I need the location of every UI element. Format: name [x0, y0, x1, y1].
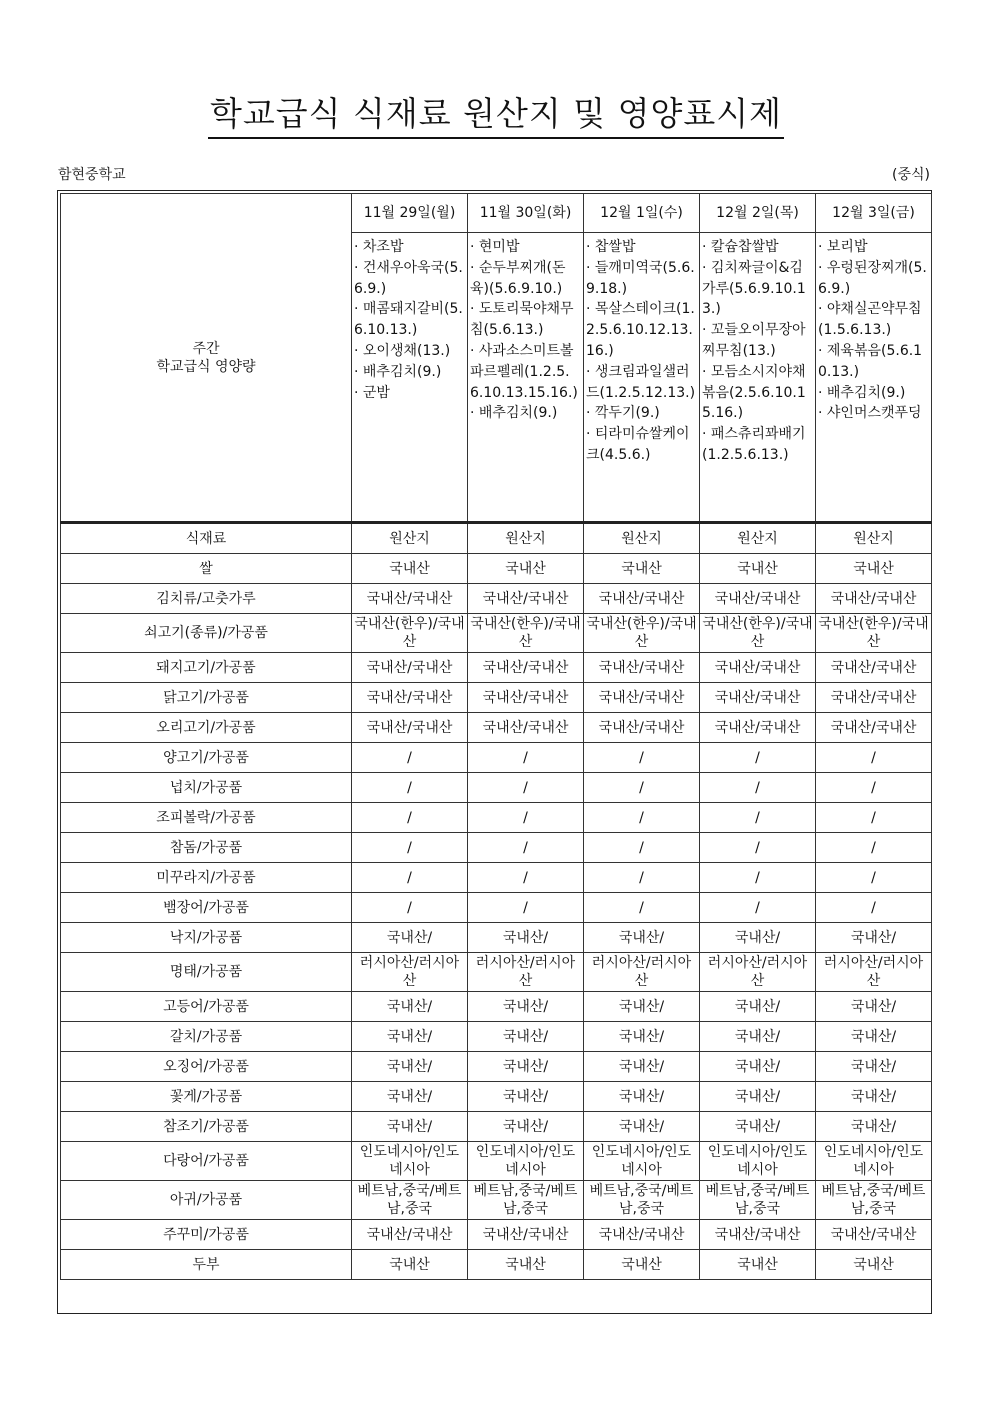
origin-cell: 국내산/: [468, 1022, 584, 1052]
origin-cell: 국내산: [584, 1250, 700, 1280]
origin-cell: 국내산(한우)/국내산: [468, 614, 584, 653]
origin-cell: 국내산/국내산: [468, 683, 584, 713]
origin-cell: /: [816, 863, 932, 893]
menu-item: · 배추김치(9.): [818, 384, 906, 401]
origin-cell: 국내산/국내산: [468, 1220, 584, 1250]
menu-item: · 오이생채(13.): [354, 342, 451, 359]
origin-cell: /: [352, 773, 468, 803]
origin-cell: 국내산/: [584, 1082, 700, 1112]
ingredient-name: 김치류/고춧가루: [61, 584, 352, 614]
origin-cell: 국내산/: [468, 923, 584, 953]
origin-cell: 국내산/국내산: [352, 713, 468, 743]
origin-cell: 국내산/국내산: [584, 584, 700, 614]
table-row: [61, 743, 932, 773]
table-row: [61, 1022, 932, 1052]
school-name: 함현중학교: [58, 167, 126, 183]
day-header-fri: 12월 3일(금): [816, 194, 932, 233]
origin-cell: 국내산/: [468, 992, 584, 1022]
origin-cell: 인도네시아/인도네시아: [700, 1142, 816, 1181]
origin-cell: 국내산/국내산: [352, 584, 468, 614]
origin-cell: 국내산/국내산: [816, 1220, 932, 1250]
origin-cell: /: [468, 893, 584, 923]
ingredient-name: 조피볼락/가공품: [61, 803, 352, 833]
origin-cell: /: [816, 833, 932, 863]
ingredient-name: 쇠고기(종류)/가공품: [61, 614, 352, 653]
menu-item: · 배추김치(9.): [354, 363, 442, 380]
menu-item: · 배추김치(9.): [470, 405, 558, 422]
menu-item: · 사과소스미트볼파르펠레(1.2.5.6.10.13.15.16.): [470, 342, 578, 401]
origin-cell: /: [352, 803, 468, 833]
origin-cell: 국내산/국내산: [468, 713, 584, 743]
ingredient-name: 두부: [61, 1250, 352, 1280]
day-menu-wed: [584, 233, 700, 523]
origin-cell: 국내산/: [700, 992, 816, 1022]
menu-item: · 김치짜글이&김가루(5.6.9.10.13.): [702, 259, 806, 318]
origin-cell: 국내산/: [468, 1112, 584, 1142]
origin-cell: /: [352, 833, 468, 863]
day-menu-tue: [468, 233, 584, 523]
table-row: [61, 953, 932, 992]
origin-cell: 국내산/: [352, 1112, 468, 1142]
origin-cell: /: [584, 863, 700, 893]
origin-cell: /: [700, 863, 816, 893]
origin-cell: 국내산: [352, 554, 468, 584]
ingredient-name: 오징어/가공품: [61, 1052, 352, 1082]
table-row: [61, 863, 932, 893]
ingredient-name: 양고기/가공품: [61, 743, 352, 773]
origin-cell: 국내산: [700, 554, 816, 584]
origin-cell: /: [352, 893, 468, 923]
origin-cell: 국내산/국내산: [468, 653, 584, 683]
table-row: [61, 1112, 932, 1142]
day-header-wed: 12월 1일(수): [584, 194, 700, 233]
origin-cell: 인도네시아/인도네시아: [468, 1142, 584, 1181]
origin-cell: 국내산/: [700, 1082, 816, 1112]
origin-cell: 국내산/국내산: [816, 584, 932, 614]
ingredient-name: 넙치/가공품: [61, 773, 352, 803]
ingredient-name: 주꾸미/가공품: [61, 1220, 352, 1250]
origin-cell: 국내산/: [584, 1022, 700, 1052]
ingredient-name: 미꾸라지/가공품: [61, 863, 352, 893]
origin-cell: 국내산/: [584, 1112, 700, 1142]
origin-cell: /: [584, 893, 700, 923]
origin-cell: 국내산/국내산: [700, 1220, 816, 1250]
table-row: [61, 713, 932, 743]
menu-item: · 야채실곤약무침(1.5.6.13.): [818, 301, 922, 339]
origin-cell: 국내산/국내산: [700, 713, 816, 743]
menu-item: · 들깨미역국(5.6.9.18.): [586, 259, 695, 297]
table-row: [61, 893, 932, 923]
origin-cell: /: [700, 893, 816, 923]
day-header-thu: 12월 2일(목): [700, 194, 816, 233]
origin-cell: 베트남,중국/베트남,중국: [584, 1181, 700, 1220]
origin-cell: 인도네시아/인도네시아: [584, 1142, 700, 1181]
table-row: [61, 833, 932, 863]
origin-cell: 국내산/: [352, 923, 468, 953]
origin-cell: /: [584, 773, 700, 803]
menu-item: · 티라미슈쌀케이크(4.5.6.): [586, 426, 690, 463]
origin-cell: 국내산/국내산: [352, 653, 468, 683]
origin-cell: 국내산/: [584, 923, 700, 953]
page-title-wrap: [0, 88, 992, 135]
table-row: [61, 653, 932, 683]
table-row: [61, 803, 932, 833]
ingredient-name: 참돔/가공품: [61, 833, 352, 863]
menu-item: · 건새우아욱국(5.6.9.): [354, 259, 463, 297]
weekly-nutrition-label: [61, 194, 352, 523]
menu-item: · 보리밥: [818, 239, 868, 255]
origin-cell: 국내산: [352, 1250, 468, 1280]
origin-cell: 국내산(한우)/국내산: [816, 614, 932, 653]
origin-cell: /: [352, 863, 468, 893]
origin-cell: 국내산/: [352, 1022, 468, 1052]
table-row: [61, 923, 932, 953]
table-row: [61, 554, 932, 584]
origin-cell: 베트남,중국/베트남,중국: [700, 1181, 816, 1220]
weekly-label-line1: 주간: [192, 340, 220, 357]
origin-cell: 베트남,중국/베트남,중국: [816, 1181, 932, 1220]
origin-cell: /: [816, 773, 932, 803]
menu-item: · 패스츄리꽈배기(1.2.5.6.13.): [702, 426, 806, 463]
ingredient-name: 오리고기/가공품: [61, 713, 352, 743]
origin-header-item: 식재료: [61, 523, 352, 554]
table-row: [61, 773, 932, 803]
origin-cell: 국내산/국내산: [584, 1220, 700, 1250]
origin-cell: 국내산: [584, 554, 700, 584]
table-row: [61, 1220, 932, 1250]
origin-cell: /: [700, 833, 816, 863]
menu-item: · 모듬소시지야채볶음(2.5.6.10.15.16.): [702, 363, 806, 422]
ingredient-name: 고등어/가공품: [61, 992, 352, 1022]
origin-cell: /: [816, 743, 932, 773]
origin-cell: 국내산/국내산: [816, 683, 932, 713]
menu-item: · 깍두기(9.): [586, 405, 660, 422]
origin-cell: 국내산/: [352, 1052, 468, 1082]
origin-cell: 러시아산/러시아산: [816, 953, 932, 992]
origin-cell: 국내산/: [816, 923, 932, 953]
origin-cell: 국내산/: [352, 992, 468, 1022]
ingredient-name: 명태/가공품: [61, 953, 352, 992]
origin-cell: 국내산/국내산: [700, 584, 816, 614]
origin-cell: 인도네시아/인도네시아: [816, 1142, 932, 1181]
origin-cell: 국내산/: [700, 1112, 816, 1142]
origin-cell: 국내산/: [816, 1052, 932, 1082]
day-header-mon: 11월 29일(월): [352, 194, 468, 233]
origin-cell: 국내산: [816, 554, 932, 584]
page-title: 학교급식 식재료 원산지 및 영양표시제: [208, 94, 784, 139]
ingredient-name: 뱀장어/가공품: [61, 893, 352, 923]
origin-cell: 국내산: [700, 1250, 816, 1280]
origin-cell: 베트남,중국/베트남,중국: [352, 1181, 468, 1220]
origin-cell: 러시아산/러시아산: [468, 953, 584, 992]
menu-item: · 현미밥: [470, 239, 520, 255]
menu-item: · 도토리묵야채무침(5.6.13.): [470, 301, 574, 339]
ingredient-name: 쌀: [61, 554, 352, 584]
origin-cell: /: [468, 863, 584, 893]
menu-item: · 칼슘찹쌀밥: [702, 239, 779, 255]
day-header-tue: 11월 30일(화): [468, 194, 584, 233]
origin-cell: /: [700, 803, 816, 833]
weekly-label-line2: 학교급식 영양량: [156, 358, 256, 375]
origin-cell: 국내산/: [816, 1022, 932, 1052]
origin-cell: 국내산/: [700, 1022, 816, 1052]
origin-cell: 러시아산/러시아산: [700, 953, 816, 992]
origin-cell: 국내산/국내산: [700, 683, 816, 713]
day-menu-fri: [816, 233, 932, 523]
day-menu-thu: [700, 233, 816, 523]
origin-cell: 국내산/: [468, 1052, 584, 1082]
origin-header-origin: 원산지: [352, 523, 468, 554]
origin-header-origin: 원산지: [816, 523, 932, 554]
origin-cell: 국내산(한우)/국내산: [700, 614, 816, 653]
table-row: [61, 1250, 932, 1280]
origin-cell: /: [700, 743, 816, 773]
origin-cell: 국내산/국내산: [700, 653, 816, 683]
menu-item: · 우렁된장찌개(5.6.9.): [818, 259, 927, 297]
origin-cell: 베트남,중국/베트남,중국: [468, 1181, 584, 1220]
origin-cell: 국내산/국내산: [352, 1220, 468, 1250]
origin-cell: 국내산/: [700, 1052, 816, 1082]
menu-item: · 목살스테이크(1.2.5.6.10.12.13.16.): [586, 301, 695, 359]
origin-cell: 국내산/국내산: [816, 713, 932, 743]
origin-cell: 국내산/국내산: [584, 683, 700, 713]
ingredient-name: 다랑어/가공품: [61, 1142, 352, 1181]
origin-cell: 러시아산/러시아산: [352, 953, 468, 992]
table-row: [61, 1052, 932, 1082]
origin-cell: 인도네시아/인도네시아: [352, 1142, 468, 1181]
origin-cell: 국내산/국내산: [352, 683, 468, 713]
day-menu-mon: [352, 233, 468, 523]
table-row: [61, 1181, 932, 1220]
origin-cell: /: [352, 743, 468, 773]
origin-header-origin: 원산지: [584, 523, 700, 554]
origin-cell: 국내산: [816, 1250, 932, 1280]
origin-cell: 국내산/: [584, 992, 700, 1022]
origin-cell: 국내산(한우)/국내산: [352, 614, 468, 653]
origin-cell: 국내산/국내산: [584, 653, 700, 683]
origin-cell: /: [468, 833, 584, 863]
ingredient-name: 참조기/가공품: [61, 1112, 352, 1142]
menu-item: · 매콤돼지갈비(5.6.10.13.): [354, 301, 463, 339]
table-row: [61, 584, 932, 614]
origin-cell: 국내산/: [468, 1082, 584, 1112]
menu-item: · 찹쌀밥: [586, 239, 636, 255]
menu-origin-table: [60, 193, 932, 1280]
origin-header-origin: 원산지: [700, 523, 816, 554]
menu-item: · 군밤: [354, 384, 390, 401]
menu-item: · 제육볶음(5.6.10.13.): [818, 342, 923, 380]
origin-cell: 국내산(한우)/국내산: [584, 614, 700, 653]
origin-cell: 국내산/: [352, 1082, 468, 1112]
table-row: [61, 614, 932, 653]
origin-cell: /: [468, 803, 584, 833]
table-row: [61, 683, 932, 713]
ingredient-name: 꽃게/가공품: [61, 1082, 352, 1112]
table-row: [61, 1082, 932, 1112]
table-row: [61, 992, 932, 1022]
origin-cell: /: [584, 803, 700, 833]
origin-cell: 국내산: [468, 554, 584, 584]
ingredient-name: 아귀/가공품: [61, 1181, 352, 1220]
menu-item: · 순두부찌개(돈육)(5.6.9.10.): [470, 259, 566, 297]
origin-cell: 국내산: [468, 1250, 584, 1280]
origin-cell: 국내산/: [700, 923, 816, 953]
origin-cell: /: [816, 803, 932, 833]
origin-cell: 국내산/: [816, 1082, 932, 1112]
origin-cell: 국내산/국내산: [468, 584, 584, 614]
origin-cell: 국내산/국내산: [816, 653, 932, 683]
origin-cell: /: [700, 773, 816, 803]
menu-item: · 생크림과일샐러드(1.2.5.12.13.): [586, 363, 696, 401]
origin-cell: /: [468, 743, 584, 773]
origin-cell: /: [468, 773, 584, 803]
origin-cell: 국내산/: [816, 992, 932, 1022]
origin-cell: 러시아산/러시아산: [584, 953, 700, 992]
ingredient-name: 닭고기/가공품: [61, 683, 352, 713]
origin-cell: 국내산/: [816, 1112, 932, 1142]
origin-header-origin: 원산지: [468, 523, 584, 554]
origin-header-row: [61, 523, 932, 554]
ingredient-name: 낙지/가공품: [61, 923, 352, 953]
origin-cell: /: [584, 743, 700, 773]
ingredient-name: 돼지고기/가공품: [61, 653, 352, 683]
menu-item: · 차조밥: [354, 239, 404, 255]
ingredient-name: 갈치/가공품: [61, 1022, 352, 1052]
origin-cell: /: [584, 833, 700, 863]
meal-type: (중식): [892, 167, 930, 183]
origin-cell: 국내산/국내산: [584, 713, 700, 743]
menu-item: · 꼬들오이무장아찌무침(13.): [702, 322, 806, 359]
origin-cell: 국내산/: [584, 1052, 700, 1082]
table-row: [61, 1142, 932, 1181]
origin-cell: /: [816, 893, 932, 923]
menu-item: · 샤인머스캣푸딩: [818, 405, 922, 422]
